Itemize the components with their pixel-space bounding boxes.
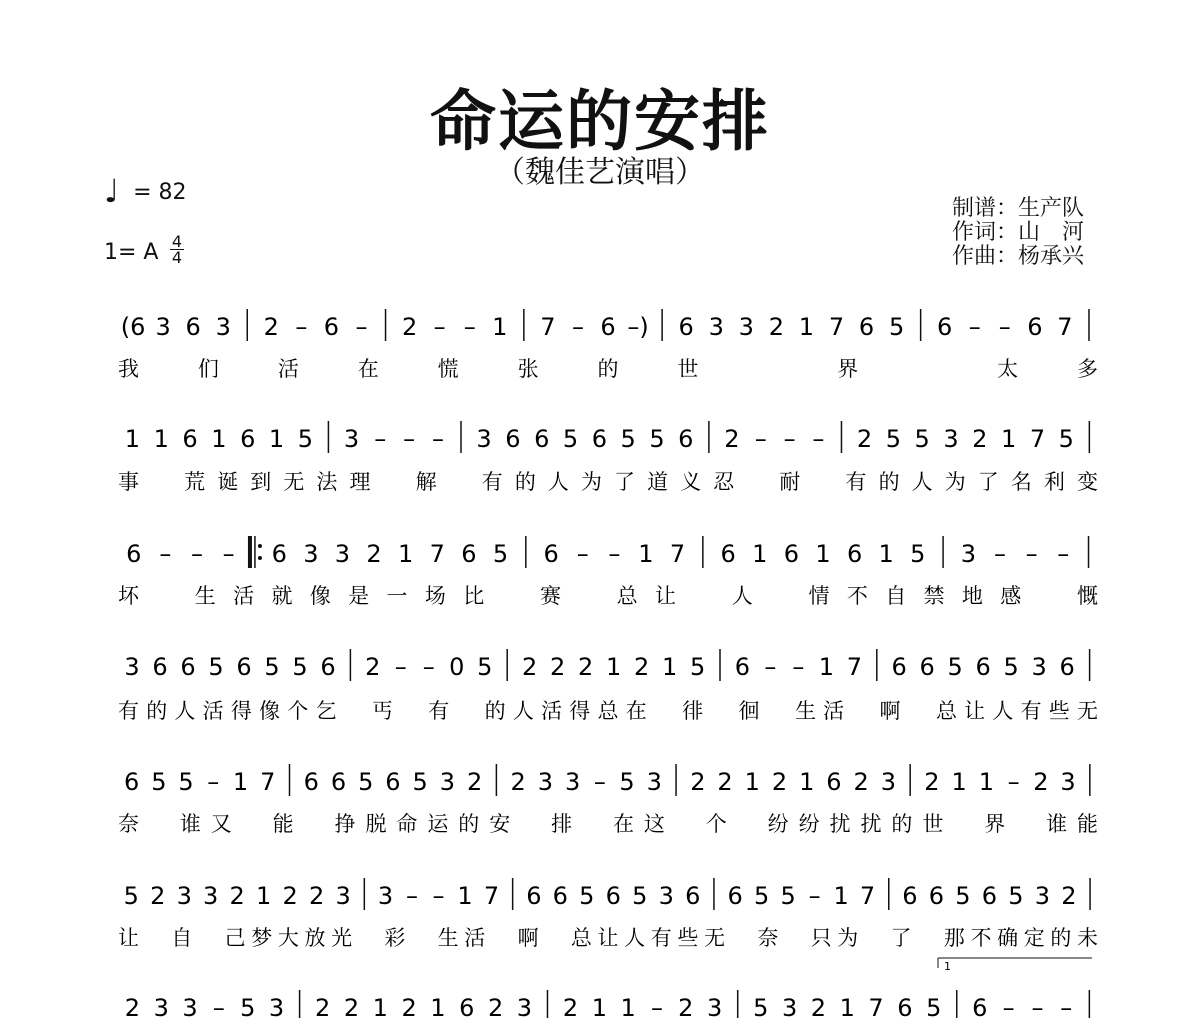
score-note: 6 <box>783 540 799 568</box>
score-note: 2 <box>124 994 141 1018</box>
score-note: 5 <box>910 540 926 568</box>
score-note: 5 <box>1003 653 1019 681</box>
credit-lyricist: 作词：山 河 <box>952 220 1085 245</box>
score-note: 3 <box>1034 882 1051 910</box>
score-note: – <box>968 313 981 341</box>
score-note: – <box>1060 994 1073 1018</box>
score-note: – <box>998 313 1011 341</box>
score-note: 5 <box>689 653 706 681</box>
score-note: – <box>433 313 446 341</box>
score-note: 2 <box>401 994 417 1018</box>
score-note: 6 <box>461 540 477 568</box>
score-note: 6 <box>271 540 287 568</box>
score-note: 1 <box>638 540 654 568</box>
score-note: – <box>159 540 172 568</box>
score-note: 2 <box>510 768 526 796</box>
score-note: 1 <box>153 425 169 453</box>
lyrics-line: 事 荒诞到无法理 解 有的人为了道义忍 耐 有的人为了名利变 <box>118 470 1099 494</box>
score-note: 5 <box>619 768 635 796</box>
score-note: 5 <box>264 653 280 681</box>
score-note: 6 <box>182 425 198 453</box>
score-note: 6 <box>902 882 918 910</box>
score-note: 2 <box>853 768 869 796</box>
score-note: 2 <box>577 653 594 681</box>
score-note: 6 <box>330 768 347 796</box>
score-note: – <box>994 540 1006 568</box>
score-note: 6 <box>678 313 694 341</box>
score-note: – <box>207 768 220 796</box>
score-note: 1 <box>798 313 815 341</box>
score-note: – <box>374 425 387 453</box>
score-note: 6 <box>1027 313 1043 341</box>
score-note: 6 <box>543 540 559 568</box>
score-note: 7 <box>260 768 276 796</box>
score-note: 3 <box>646 768 662 796</box>
score-note: 1 <box>951 768 967 796</box>
score-note: 2 <box>366 540 382 568</box>
lyrics-line: 奈 谁又 能 挣脱命运的安 排 在这 个 纷纷扰扰的世 界 谁能 <box>118 812 1098 836</box>
score-note: 3 <box>564 768 581 796</box>
score-note: 2 <box>282 882 298 910</box>
score-note: – <box>222 540 235 568</box>
score-note: 6 <box>826 768 842 796</box>
score-note: 6 <box>727 882 743 910</box>
score-note: – <box>576 540 589 568</box>
score-note: 1 <box>815 540 831 568</box>
score-note: 3 <box>439 768 456 796</box>
score-note: 2 <box>263 313 279 341</box>
score-note: 5 <box>649 425 665 453</box>
score-note: 1 <box>978 768 995 796</box>
score-note: 6 <box>320 653 336 681</box>
score-note: – <box>432 882 445 910</box>
score-note: 5 <box>888 313 905 341</box>
score-note: – <box>608 540 621 568</box>
score-note: 1 <box>839 994 855 1018</box>
score-note: 3 <box>155 313 171 341</box>
score-note: 3 <box>124 653 140 681</box>
score-note: 6 <box>152 653 168 681</box>
score-note: 6 <box>919 653 935 681</box>
score-note: 5 <box>885 425 901 453</box>
score-note: 1 <box>833 882 849 910</box>
score-note: 5 <box>151 768 167 796</box>
score-note: 5 <box>579 882 595 910</box>
lyrics-line: 让 自 己梦大放光 彩 生活 啊 总让人有些无 奈 只为 了 那不确定的未 <box>118 926 1098 950</box>
score-note: 3 <box>182 994 198 1018</box>
score-note: 2 <box>466 768 483 796</box>
score-note: 2 <box>150 882 166 910</box>
score-note: 7 <box>1057 313 1073 341</box>
score-note: 1 <box>211 425 227 453</box>
score-note: 6 <box>1059 653 1075 681</box>
score-note: 1 <box>799 768 815 796</box>
score-note: 6 <box>600 313 616 341</box>
score-note: 2 <box>924 768 940 796</box>
score-note: 5 <box>753 994 769 1018</box>
score-note: 3 <box>880 768 897 796</box>
score-note: 7 <box>669 540 686 568</box>
score-note: 1 <box>818 653 835 681</box>
volta-number: 1 <box>944 960 951 973</box>
score-note: – <box>394 653 407 681</box>
score-note: 3 <box>658 882 674 910</box>
score-note: 2 <box>810 994 827 1018</box>
score-note: 6 <box>981 882 998 910</box>
score-note: – <box>191 540 204 568</box>
score-note: 6 <box>591 425 607 453</box>
score-note: 6 <box>323 313 340 341</box>
score-note: 6 <box>937 313 953 341</box>
score-note: 2 <box>309 882 325 910</box>
score-note: 2 <box>1061 882 1077 910</box>
score-note: 1 <box>744 768 760 796</box>
time-signature-bottom: 4 <box>171 248 183 267</box>
score-note: 6 <box>459 994 475 1018</box>
score-note: –) <box>627 313 649 341</box>
score-note: 3 <box>781 994 798 1018</box>
score-note: – <box>212 994 225 1018</box>
score-note: 6 <box>385 768 401 796</box>
score-note: 1 <box>430 994 446 1018</box>
score-note: 1 <box>124 425 141 453</box>
score-note: 5 <box>780 882 796 910</box>
score-note: 6 <box>685 882 701 910</box>
score-note: 5 <box>477 653 493 681</box>
score-note: 3 <box>303 540 319 568</box>
score-note: 6 <box>605 882 621 910</box>
score-note: 5 <box>292 653 308 681</box>
score-note: 2 <box>343 994 360 1018</box>
score-note: 3 <box>738 313 754 341</box>
score-note: 5 <box>753 882 770 910</box>
score-note: 5 <box>178 768 194 796</box>
score-note: 3 <box>153 994 169 1018</box>
score-note: 6 <box>891 653 907 681</box>
score-note: 2 <box>633 653 650 681</box>
score-note: – <box>571 313 584 341</box>
score-note: 3 <box>215 313 231 341</box>
score-note: – <box>808 882 821 910</box>
score-note: – <box>764 653 777 681</box>
score-note: 6 <box>846 540 863 568</box>
score-note: 1 <box>256 882 272 910</box>
score-note: 6 <box>505 425 521 453</box>
score-note: – <box>1025 540 1038 568</box>
score-note: – <box>422 653 435 681</box>
tempo-value: = 82 <box>133 180 187 205</box>
score-note: 3 <box>176 882 192 910</box>
score-note: 7 <box>540 313 556 341</box>
score-note: 3 <box>537 768 554 796</box>
score-note: 2 <box>771 768 788 796</box>
song-title: 命运的安排 <box>430 83 770 160</box>
score-note: 1 <box>752 540 768 568</box>
score-note: – <box>651 994 663 1018</box>
score-note: 3 <box>268 994 285 1018</box>
score-note: 5 <box>914 425 930 453</box>
score-note: 2 <box>549 653 566 681</box>
score-note: 3 <box>708 313 724 341</box>
score-note: – <box>812 425 825 453</box>
score-note: 6 <box>972 994 988 1018</box>
score-note: – <box>463 313 476 341</box>
score-note: 5 <box>562 425 579 453</box>
score-note: 1 <box>878 540 894 568</box>
score-note: 3 <box>203 882 219 910</box>
score-note: 6 <box>734 653 751 681</box>
score-note: – <box>431 425 444 453</box>
score-note: 2 <box>724 425 740 453</box>
score-note: 1 <box>268 425 285 453</box>
score-note: 3 <box>377 882 394 910</box>
score-note: 6 <box>123 768 140 796</box>
score-note: 1 <box>232 768 249 796</box>
singer-subtitle: （魏佳艺演唱） <box>495 155 705 190</box>
score-note: 6 <box>126 540 142 568</box>
score-note: 6 <box>180 653 196 681</box>
score-note: 7 <box>483 882 500 910</box>
score-note: – <box>792 653 805 681</box>
score-note: 1 <box>492 313 508 341</box>
score-note: – <box>1007 768 1020 796</box>
score-note: 1 <box>1001 425 1017 453</box>
score-note: 5 <box>412 768 428 796</box>
score-note: 7 <box>828 313 845 341</box>
score-note: 5 <box>123 882 139 910</box>
score-note: – <box>1057 540 1070 568</box>
score-note: 3 <box>476 425 492 453</box>
score-note: 6 <box>552 882 568 910</box>
score-note: 3 <box>960 540 977 568</box>
key-signature: 1= A <box>104 240 159 265</box>
score-note: 0 <box>449 653 465 681</box>
time-signature-top: 4 <box>171 232 183 251</box>
credit-transcriber: 制谱：生产队 <box>952 196 1085 221</box>
score-note: 6 <box>534 425 550 453</box>
score-note: 6 <box>897 994 913 1018</box>
score-note: 6 <box>928 882 945 910</box>
score-note: – <box>593 768 606 796</box>
score-note: 1 <box>372 994 388 1018</box>
score-note: – <box>295 313 308 341</box>
score-note: 2 <box>972 425 988 453</box>
score-note: 2 <box>678 994 694 1018</box>
score-note: 1 <box>457 882 473 910</box>
score-note: – <box>783 425 796 453</box>
volta-bracket <box>938 958 1092 973</box>
score-note: 1 <box>591 994 607 1018</box>
score-note: 3 <box>343 425 360 453</box>
quarter-note-icon: ♩ <box>104 172 120 210</box>
score-note: 6 <box>975 653 991 681</box>
score-note: 3 <box>335 882 351 910</box>
score-note: 3 <box>516 994 533 1018</box>
score-note: 2 <box>1033 768 1049 796</box>
score-note: 1 <box>661 653 678 681</box>
score-note: 2 <box>365 653 381 681</box>
repeat-start-barline <box>248 536 262 568</box>
score-note: 2 <box>521 653 538 681</box>
score-note: 2 <box>229 882 245 910</box>
score-note: – <box>1002 994 1015 1018</box>
score-note: 7 <box>859 882 876 910</box>
score-note: 3 <box>1060 768 1076 796</box>
score-note: 5 <box>240 994 256 1018</box>
score-note: 6 <box>678 425 694 453</box>
score-note: 5 <box>492 540 509 568</box>
score-note: 5 <box>358 768 374 796</box>
score-note: 3 <box>334 540 351 568</box>
score-note: 6 <box>303 768 319 796</box>
score-note: 3 <box>943 425 959 453</box>
score-note: 5 <box>947 653 963 681</box>
score-note: 3 <box>707 994 723 1018</box>
score-note: 6 <box>236 653 252 681</box>
score-note: – <box>403 425 416 453</box>
lyrics-line: 有的人活得像个乞 丐 有 的人活得总在 徘 徊 生活 啊 总让人有些无 <box>118 699 1098 723</box>
score-note: (6 <box>120 313 146 341</box>
score-note: 3 <box>1031 653 1047 681</box>
score-note: 1 <box>620 994 636 1018</box>
score-note: – <box>355 313 368 341</box>
score-note: 6 <box>858 313 875 341</box>
score-note: 6 <box>240 425 256 453</box>
score-note: 2 <box>315 994 331 1018</box>
score-note: 2 <box>690 768 706 796</box>
score-note: 7 <box>868 994 884 1018</box>
score-note: 5 <box>1008 882 1024 910</box>
score-note: 2 <box>487 994 504 1018</box>
lyrics-line: 我们活在慌张的世 界 太多 <box>118 357 1098 381</box>
score-note: 6 <box>185 313 201 341</box>
lyrics-line: 坏 生活就像是一场比 赛 总让 人 情不自禁地感 慨 <box>118 584 1098 608</box>
score-note: 5 <box>620 425 636 453</box>
score-note: 7 <box>429 540 445 568</box>
score-note: – <box>1031 994 1044 1018</box>
score-note: 5 <box>955 882 971 910</box>
score-note: 5 <box>208 653 224 681</box>
score-note: 2 <box>401 313 418 341</box>
score-note: 5 <box>632 882 648 910</box>
score-note: 5 <box>297 425 313 453</box>
score-note: 6 <box>720 540 736 568</box>
credit-composer: 作曲：杨承兴 <box>952 244 1085 269</box>
score-note: 1 <box>605 653 622 681</box>
score-note: 2 <box>562 994 579 1018</box>
score-note: 7 <box>1029 425 1046 453</box>
score-note: 2 <box>768 313 784 341</box>
score-note: 7 <box>846 653 863 681</box>
score-note: 2 <box>717 768 733 796</box>
score-note: 2 <box>856 425 873 453</box>
score-note: 5 <box>926 994 942 1018</box>
score-note: – <box>406 882 418 910</box>
score-note: – <box>754 425 767 453</box>
score-note: 1 <box>398 540 414 568</box>
score-note: 6 <box>526 882 542 910</box>
score-note: 5 <box>1058 425 1074 453</box>
